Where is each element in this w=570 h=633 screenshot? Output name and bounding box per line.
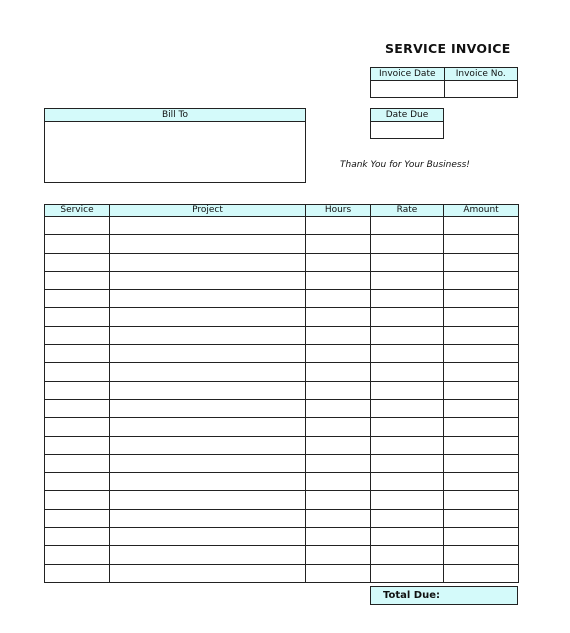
project-cell[interactable] <box>110 509 306 527</box>
rate-cell[interactable] <box>371 235 444 253</box>
service-cell[interactable] <box>45 326 110 344</box>
amount-cell[interactable] <box>444 509 519 527</box>
hours-cell[interactable] <box>306 564 371 582</box>
table-row <box>45 308 519 326</box>
project-cell[interactable] <box>110 308 306 326</box>
hours-cell[interactable] <box>306 363 371 381</box>
table-row <box>45 345 519 363</box>
project-cell[interactable] <box>110 491 306 509</box>
table-row <box>45 491 519 509</box>
rate-cell[interactable] <box>371 381 444 399</box>
total-due-label: Total Due: <box>370 586 518 605</box>
table-row <box>45 399 519 417</box>
amount-cell[interactable] <box>444 418 519 436</box>
invoice-meta-box <box>370 67 518 98</box>
project-cell[interactable] <box>110 454 306 472</box>
hours-cell[interactable] <box>306 308 371 326</box>
project-cell[interactable] <box>110 436 306 454</box>
amount-cell[interactable] <box>444 217 519 235</box>
date-due-label: Date Due <box>371 109 443 122</box>
rate-cell[interactable] <box>371 436 444 454</box>
amount-cell[interactable] <box>444 235 519 253</box>
hours-cell[interactable] <box>306 217 371 235</box>
service-cell[interactable] <box>45 509 110 527</box>
rate-cell[interactable] <box>371 454 444 472</box>
hours-cell[interactable] <box>306 491 371 509</box>
date-due-box <box>370 108 444 139</box>
amount-cell[interactable] <box>444 253 519 271</box>
rate-cell[interactable] <box>371 399 444 417</box>
table-row <box>45 217 519 235</box>
amount-cell[interactable] <box>444 308 519 326</box>
invoice-number-field[interactable] <box>444 81 518 98</box>
project-cell[interactable] <box>110 381 306 399</box>
amount-cell[interactable] <box>444 491 519 509</box>
rate-cell[interactable] <box>371 564 444 582</box>
hours-cell[interactable] <box>306 473 371 491</box>
hours-cell[interactable] <box>306 326 371 344</box>
amount-cell[interactable] <box>444 528 519 546</box>
rate-cell[interactable] <box>371 290 444 308</box>
table-row <box>45 473 519 491</box>
service-cell[interactable] <box>45 418 110 436</box>
service-cell[interactable] <box>45 436 110 454</box>
service-cell[interactable] <box>45 491 110 509</box>
table-row <box>45 454 519 472</box>
bill-to-label: Bill To <box>45 109 305 122</box>
table-row <box>45 271 519 289</box>
amount-cell[interactable] <box>444 290 519 308</box>
amount-cell[interactable] <box>444 345 519 363</box>
service-cell[interactable] <box>45 454 110 472</box>
rate-cell[interactable] <box>371 363 444 381</box>
rate-cell[interactable] <box>371 418 444 436</box>
service-cell[interactable] <box>45 546 110 564</box>
project-cell[interactable] <box>110 290 306 308</box>
project-cell[interactable] <box>110 271 306 289</box>
table-row <box>45 564 519 582</box>
invoice-date-label: Invoice Date <box>371 68 444 81</box>
hours-cell[interactable] <box>306 290 371 308</box>
table-row <box>45 235 519 253</box>
project-cell[interactable] <box>110 235 306 253</box>
service-cell[interactable] <box>45 253 110 271</box>
service-cell[interactable] <box>45 473 110 491</box>
hours-cell[interactable] <box>306 418 371 436</box>
project-cell[interactable] <box>110 473 306 491</box>
service-cell[interactable] <box>45 235 110 253</box>
project-cell[interactable] <box>110 418 306 436</box>
hours-cell[interactable] <box>306 381 371 399</box>
service-cell[interactable] <box>45 528 110 546</box>
table-row <box>45 290 519 308</box>
project-cell[interactable] <box>110 217 306 235</box>
rate-cell[interactable] <box>371 345 444 363</box>
table-row <box>45 381 519 399</box>
table-row <box>45 418 519 436</box>
rate-cell[interactable] <box>371 308 444 326</box>
hours-cell[interactable] <box>306 345 371 363</box>
rate-cell[interactable] <box>371 271 444 289</box>
column-header-service: Service <box>45 205 110 217</box>
amount-cell[interactable] <box>444 399 519 417</box>
table-row <box>45 509 519 527</box>
amount-cell[interactable] <box>444 436 519 454</box>
service-cell[interactable] <box>45 381 110 399</box>
amount-cell[interactable] <box>444 381 519 399</box>
rate-cell[interactable] <box>371 509 444 527</box>
hours-cell[interactable] <box>306 546 371 564</box>
service-cell[interactable] <box>45 308 110 326</box>
invoice-title: SERVICE INVOICE <box>385 41 511 56</box>
project-cell[interactable] <box>110 546 306 564</box>
project-cell[interactable] <box>110 345 306 363</box>
service-cell[interactable] <box>45 363 110 381</box>
table-row <box>45 326 519 344</box>
hours-cell[interactable] <box>306 454 371 472</box>
table-row <box>45 528 519 546</box>
column-header-amount: Amount <box>444 205 519 217</box>
rate-cell[interactable] <box>371 528 444 546</box>
project-cell[interactable] <box>110 399 306 417</box>
hours-cell[interactable] <box>306 399 371 417</box>
project-cell[interactable] <box>110 564 306 582</box>
service-cell[interactable] <box>45 217 110 235</box>
invoice-date-field[interactable] <box>371 81 444 98</box>
table-row <box>45 546 519 564</box>
project-cell[interactable] <box>110 363 306 381</box>
hours-cell[interactable] <box>306 436 371 454</box>
column-header-hours: Hours <box>306 205 371 217</box>
project-cell[interactable] <box>110 326 306 344</box>
hours-cell[interactable] <box>306 253 371 271</box>
hours-cell[interactable] <box>306 509 371 527</box>
amount-cell[interactable] <box>444 473 519 491</box>
table-row <box>45 363 519 381</box>
service-cell[interactable] <box>45 564 110 582</box>
amount-cell[interactable] <box>444 326 519 344</box>
amount-cell[interactable] <box>444 454 519 472</box>
hours-cell[interactable] <box>306 235 371 253</box>
service-cell[interactable] <box>45 290 110 308</box>
table-row <box>45 436 519 454</box>
column-header-rate: Rate <box>371 205 444 217</box>
date-due-field[interactable] <box>371 122 443 139</box>
table-row <box>45 253 519 271</box>
service-cell[interactable] <box>45 399 110 417</box>
invoice-number-label: Invoice No. <box>444 68 518 81</box>
bill-to-box <box>44 108 306 183</box>
project-cell[interactable] <box>110 253 306 271</box>
hours-cell[interactable] <box>306 528 371 546</box>
amount-cell[interactable] <box>444 564 519 582</box>
hours-cell[interactable] <box>306 271 371 289</box>
column-header-project: Project <box>110 205 306 217</box>
thank-you-note: Thank You for Your Business! <box>340 160 470 170</box>
rate-cell[interactable] <box>371 546 444 564</box>
rate-cell[interactable] <box>371 326 444 344</box>
rate-cell[interactable] <box>371 491 444 509</box>
bill-to-field[interactable] <box>45 122 305 182</box>
service-cell[interactable] <box>45 345 110 363</box>
amount-cell[interactable] <box>444 363 519 381</box>
service-cell[interactable] <box>45 271 110 289</box>
rate-cell[interactable] <box>371 253 444 271</box>
project-cell[interactable] <box>110 528 306 546</box>
line-items-table <box>44 204 519 583</box>
amount-cell[interactable] <box>444 271 519 289</box>
rate-cell[interactable] <box>371 473 444 491</box>
rate-cell[interactable] <box>371 217 444 235</box>
amount-cell[interactable] <box>444 546 519 564</box>
